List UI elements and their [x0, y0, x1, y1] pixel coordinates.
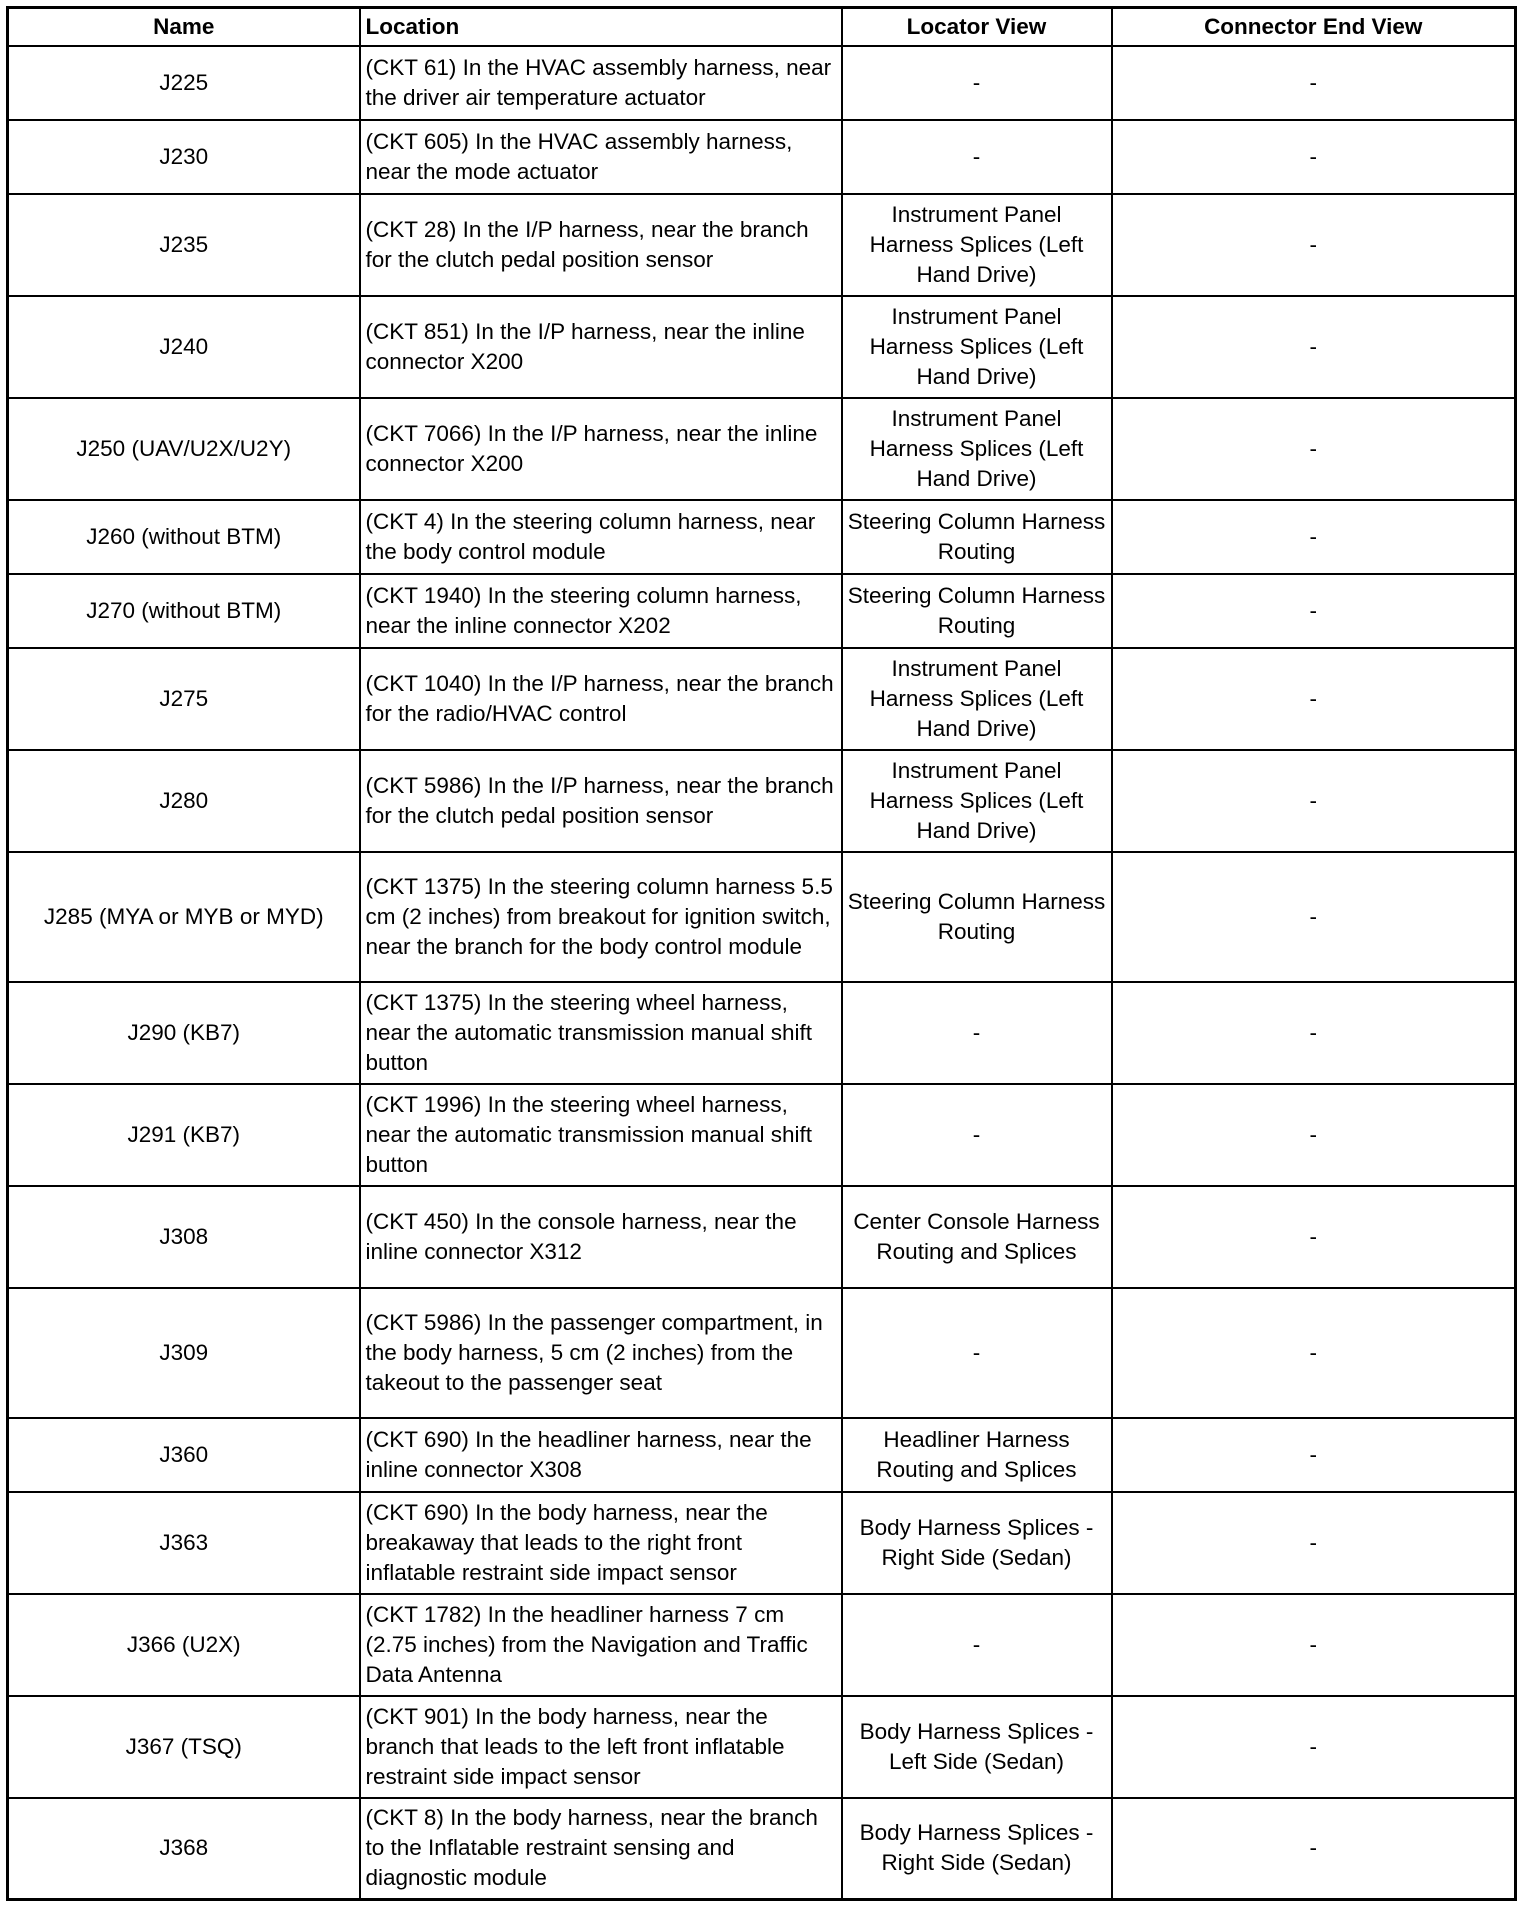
cell-locator-view: - [842, 120, 1112, 194]
table-row [8, 1418, 1516, 1492]
cell-location: (CKT 1375) In the steering column harness 5.5 cm (2 inches) from breakout for ignition switch, near the branch for the body control module [360, 852, 842, 982]
cell-location: (CKT 1040) In the I/P harness, near the branch for the radio/HVAC control [360, 648, 842, 750]
cell-connector-end-view: - [1112, 1418, 1516, 1492]
table-row [8, 398, 1516, 500]
cell-connector-end-view: - [1112, 296, 1516, 398]
cell-location: (CKT 61) In the HVAC assembly harness, near the driver air temperature actuator [360, 46, 842, 120]
cell-name: J363 [8, 1492, 360, 1594]
cell-location: (CKT 1940) In the steering column harness, near the inline connector X202 [360, 574, 842, 648]
cell-connector-end-view: - [1112, 1798, 1516, 1900]
table-row [8, 1594, 1516, 1696]
header-connector-end-view: Connector End View [1112, 8, 1516, 46]
cell-locator-view: Instrument Panel Harness Splices (Left Hand Drive) [842, 296, 1112, 398]
cell-name: J280 [8, 750, 360, 852]
table-row [8, 1696, 1516, 1798]
cell-locator-view: Instrument Panel Harness Splices (Left Hand Drive) [842, 194, 1112, 296]
cell-connector-end-view: - [1112, 1288, 1516, 1418]
cell-locator-view: Body Harness Splices - Left Side (Sedan) [842, 1696, 1112, 1798]
cell-connector-end-view: - [1112, 1186, 1516, 1288]
cell-locator-view: Steering Column Harness Routing [842, 852, 1112, 982]
table-row [8, 750, 1516, 852]
cell-location: (CKT 450) In the console harness, near the inline connector X312 [360, 1186, 842, 1288]
table-row [8, 982, 1516, 1084]
cell-connector-end-view: - [1112, 1084, 1516, 1186]
cell-name: J360 [8, 1418, 360, 1492]
cell-location: (CKT 690) In the body harness, near the breakaway that leads to the right front inflatable restraint side impact sensor [360, 1492, 842, 1594]
cell-name: J240 [8, 296, 360, 398]
cell-locator-view: - [842, 1594, 1112, 1696]
cell-location: (CKT 4) In the steering column harness, near the body control module [360, 500, 842, 574]
cell-connector-end-view: - [1112, 1696, 1516, 1798]
cell-name: J367 (TSQ) [8, 1696, 360, 1798]
cell-name: J260 (without BTM) [8, 500, 360, 574]
cell-name: J275 [8, 648, 360, 750]
header-locator-view: Locator View [842, 8, 1112, 46]
cell-locator-view: - [842, 1288, 1112, 1418]
cell-name: J250 (UAV/U2X/U2Y) [8, 398, 360, 500]
cell-locator-view: - [842, 1084, 1112, 1186]
table-row [8, 46, 1516, 120]
cell-name: J235 [8, 194, 360, 296]
cell-name: J225 [8, 46, 360, 120]
cell-connector-end-view: - [1112, 398, 1516, 500]
cell-locator-view: Instrument Panel Harness Splices (Left Hand Drive) [842, 648, 1112, 750]
table-row [8, 1492, 1516, 1594]
cell-connector-end-view: - [1112, 574, 1516, 648]
cell-location: (CKT 1782) In the headliner harness 7 cm (2.75 inches) from the Navigation and Traffic Data Antenna [360, 1594, 842, 1696]
table-header [8, 8, 1516, 46]
table-row [8, 1084, 1516, 1186]
table-row [8, 500, 1516, 574]
cell-connector-end-view: - [1112, 852, 1516, 982]
cell-location: (CKT 851) In the I/P harness, near the inline connector X200 [360, 296, 842, 398]
table-row [8, 1186, 1516, 1288]
cell-name: J270 (without BTM) [8, 574, 360, 648]
table-row [8, 120, 1516, 194]
table-row [8, 648, 1516, 750]
cell-connector-end-view: - [1112, 46, 1516, 120]
cell-location: (CKT 1996) In the steering wheel harness, near the automatic transmission manual shift button [360, 1084, 842, 1186]
cell-name: J230 [8, 120, 360, 194]
cell-locator-view: Steering Column Harness Routing [842, 574, 1112, 648]
cell-locator-view: Body Harness Splices - Right Side (Sedan) [842, 1798, 1112, 1900]
cell-locator-view: Steering Column Harness Routing [842, 500, 1112, 574]
cell-name: J308 [8, 1186, 360, 1288]
header-location: Location [360, 8, 842, 46]
cell-name: J368 [8, 1798, 360, 1900]
cell-connector-end-view: - [1112, 1594, 1516, 1696]
cell-name: J291 (KB7) [8, 1084, 360, 1186]
cell-location: (CKT 1375) In the steering wheel harness, near the automatic transmission manual shift button [360, 982, 842, 1084]
cell-locator-view: Body Harness Splices - Right Side (Sedan) [842, 1492, 1112, 1594]
table-row [8, 574, 1516, 648]
cell-location: (CKT 605) In the HVAC assembly harness, near the mode actuator [360, 120, 842, 194]
cell-locator-view: Instrument Panel Harness Splices (Left Hand Drive) [842, 398, 1112, 500]
header-name: Name [8, 8, 360, 46]
cell-location: (CKT 901) In the body harness, near the branch that leads to the left front inflatable restraint side impact sensor [360, 1696, 842, 1798]
cell-connector-end-view: - [1112, 648, 1516, 750]
cell-name: J366 (U2X) [8, 1594, 360, 1696]
cell-location: (CKT 8) In the body harness, near the branch to the Inflatable restraint sensing and diagnostic module [360, 1798, 842, 1900]
cell-location: (CKT 690) In the headliner harness, near the inline connector X308 [360, 1418, 842, 1492]
cell-connector-end-view: - [1112, 982, 1516, 1084]
cell-connector-end-view: - [1112, 750, 1516, 852]
cell-locator-view: Headliner Harness Routing and Splices [842, 1418, 1112, 1492]
table-row [8, 296, 1516, 398]
cell-location: (CKT 7066) In the I/P harness, near the inline connector X200 [360, 398, 842, 500]
cell-locator-view: Instrument Panel Harness Splices (Left Hand Drive) [842, 750, 1112, 852]
table-row [8, 194, 1516, 296]
table-body [8, 46, 1516, 1900]
cell-location: (CKT 28) In the I/P harness, near the branch for the clutch pedal position sensor [360, 194, 842, 296]
cell-name: J285 (MYA or MYB or MYD) [8, 852, 360, 982]
table-row [8, 1288, 1516, 1418]
cell-connector-end-view: - [1112, 120, 1516, 194]
table-row [8, 1798, 1516, 1900]
cell-name: J309 [8, 1288, 360, 1418]
header-row [8, 8, 1516, 46]
splice-table [6, 6, 1517, 1901]
cell-connector-end-view: - [1112, 1492, 1516, 1594]
cell-location: (CKT 5986) In the passenger compartment, in the body harness, 5 cm (2 inches) from the takeout to the passenger seat [360, 1288, 842, 1418]
cell-locator-view: - [842, 46, 1112, 120]
cell-location: (CKT 5986) In the I/P harness, near the branch for the clutch pedal position sensor [360, 750, 842, 852]
table-row [8, 852, 1516, 982]
cell-locator-view: Center Console Harness Routing and Splices [842, 1186, 1112, 1288]
cell-name: J290 (KB7) [8, 982, 360, 1084]
cell-connector-end-view: - [1112, 194, 1516, 296]
cell-connector-end-view: - [1112, 500, 1516, 574]
cell-locator-view: - [842, 982, 1112, 1084]
